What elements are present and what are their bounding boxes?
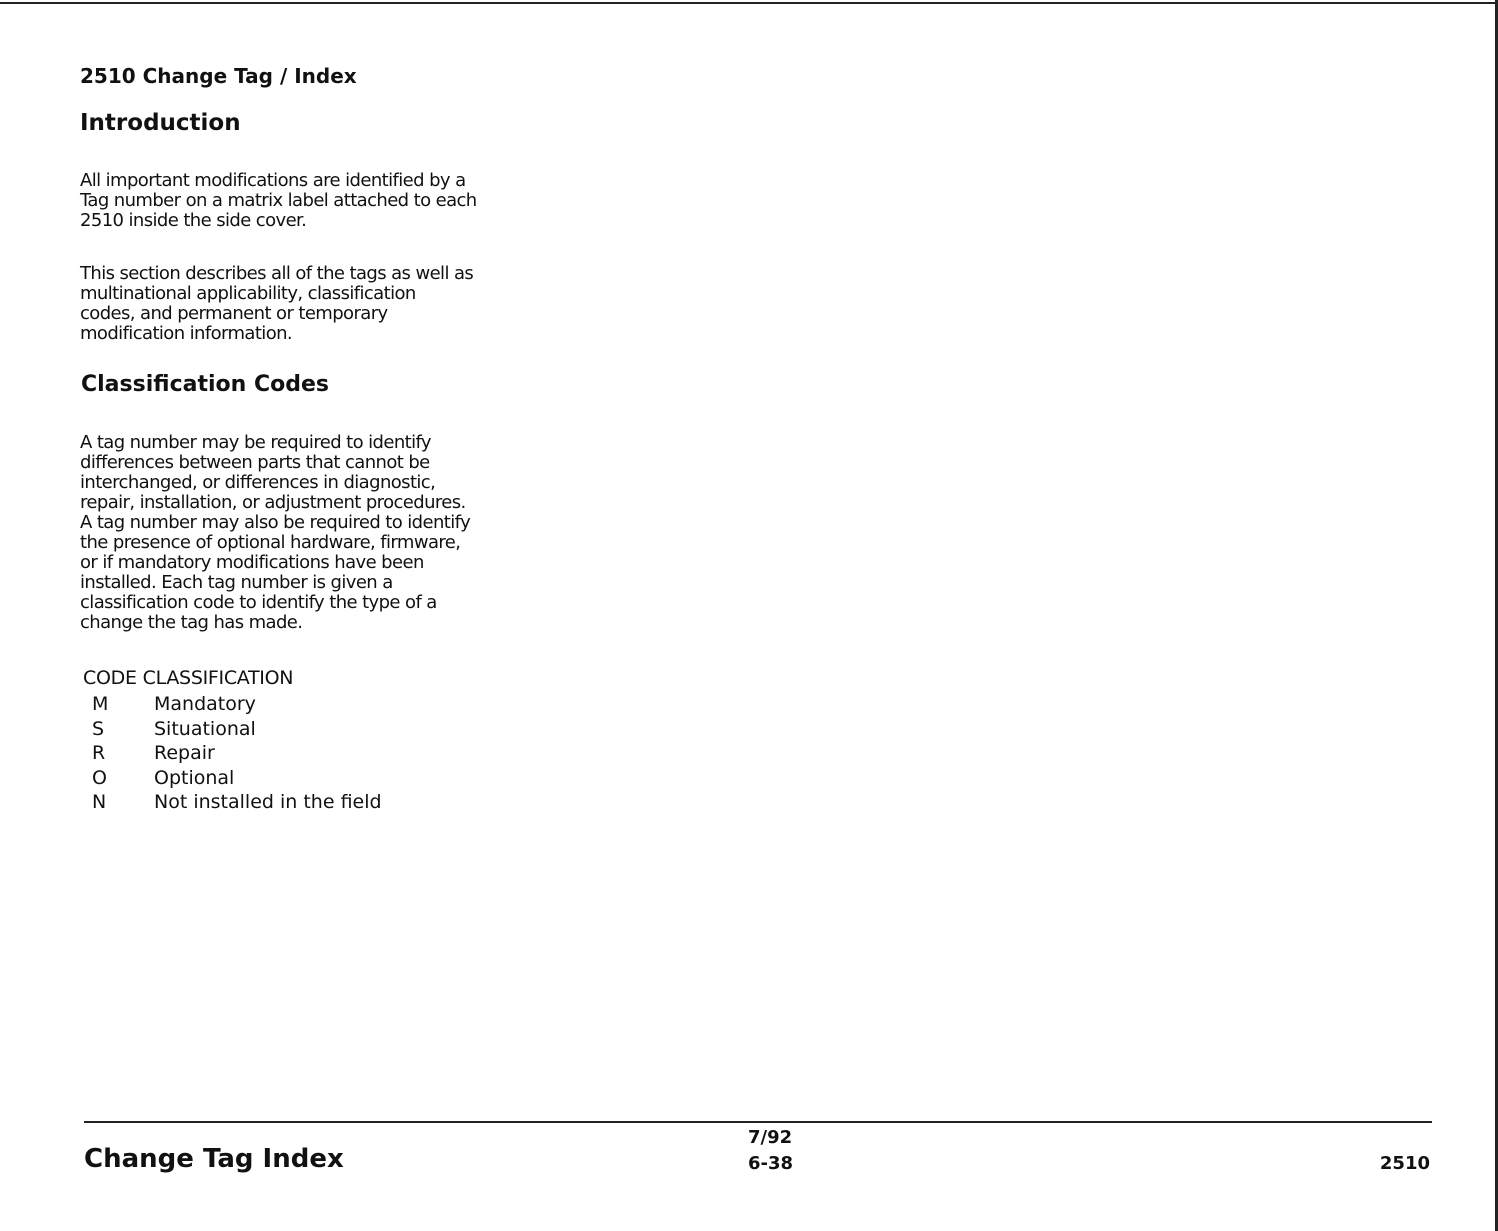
code-label: Not installed in the field (154, 791, 382, 814)
footer-page-number: 6-38 (748, 1153, 794, 1174)
top-border-rule (0, 2, 1498, 4)
code-column-header: CODE (83, 667, 137, 689)
text-line: classification code to identify the type of a (80, 592, 437, 613)
footer-model-number: 2510 (1379, 1153, 1430, 1174)
footer-date: 7/92 (748, 1127, 793, 1148)
code-table (80, 693, 382, 816)
introduction-heading: Introduction (80, 110, 241, 136)
text-line: installed. Each tag number is given a (80, 572, 393, 593)
code-letter: O (92, 766, 107, 789)
footer-rule (84, 1121, 1432, 1123)
code-letter: R (92, 742, 106, 765)
text-line: change the tag has made. (80, 612, 303, 633)
code-label: Mandatory (154, 693, 256, 715)
introduction-paragraph-1 (80, 171, 477, 231)
code-row-optional (80, 767, 382, 792)
text-line: This section describes all of the tags as well as (80, 263, 474, 284)
code-row-mandatory (80, 693, 382, 718)
code-label: Situational (154, 717, 256, 740)
text-line: Tag number on a matrix label attached to each (80, 190, 477, 211)
footer-section-title: Change Tag Index (84, 1144, 344, 1174)
classification-codes-heading: Classification Codes (81, 372, 329, 397)
text-line: multinational applicability, classification (80, 283, 416, 304)
text-line: interchanged, or differences in diagnostic, (80, 472, 436, 493)
code-row-repair (80, 742, 382, 767)
text-line: A tag number may be required to identify (80, 432, 431, 453)
code-label: Optional (154, 766, 235, 789)
text-line: modification information. (80, 323, 293, 344)
code-letter: M (92, 693, 109, 715)
code-letter: N (92, 791, 107, 814)
classification-paragraph (80, 433, 470, 633)
code-row-situational (80, 718, 382, 743)
text-line: A tag number may also be required to identify (80, 512, 471, 533)
text-line: 2510 inside the side cover. (80, 210, 307, 231)
code-row-not-installed (80, 791, 382, 816)
code-table-header (83, 667, 293, 689)
text-line: repair, installation, or adjustment procedures. (80, 492, 466, 513)
classification-column-header: CLASSIFICATION (142, 667, 294, 689)
text-line: differences between parts that cannot be (80, 452, 430, 473)
text-line: or if mandatory modifications have been (80, 552, 424, 573)
code-label: Repair (154, 742, 215, 765)
code-letter: S (92, 717, 105, 740)
text-line: codes, and permanent or temporary (80, 303, 388, 324)
text-line: the presence of optional hardware, firmware, (80, 532, 461, 553)
introduction-paragraph-2 (80, 264, 473, 344)
document-title: 2510 Change Tag / Index (80, 64, 357, 88)
text-line: All important modifications are identified by a (80, 170, 466, 191)
